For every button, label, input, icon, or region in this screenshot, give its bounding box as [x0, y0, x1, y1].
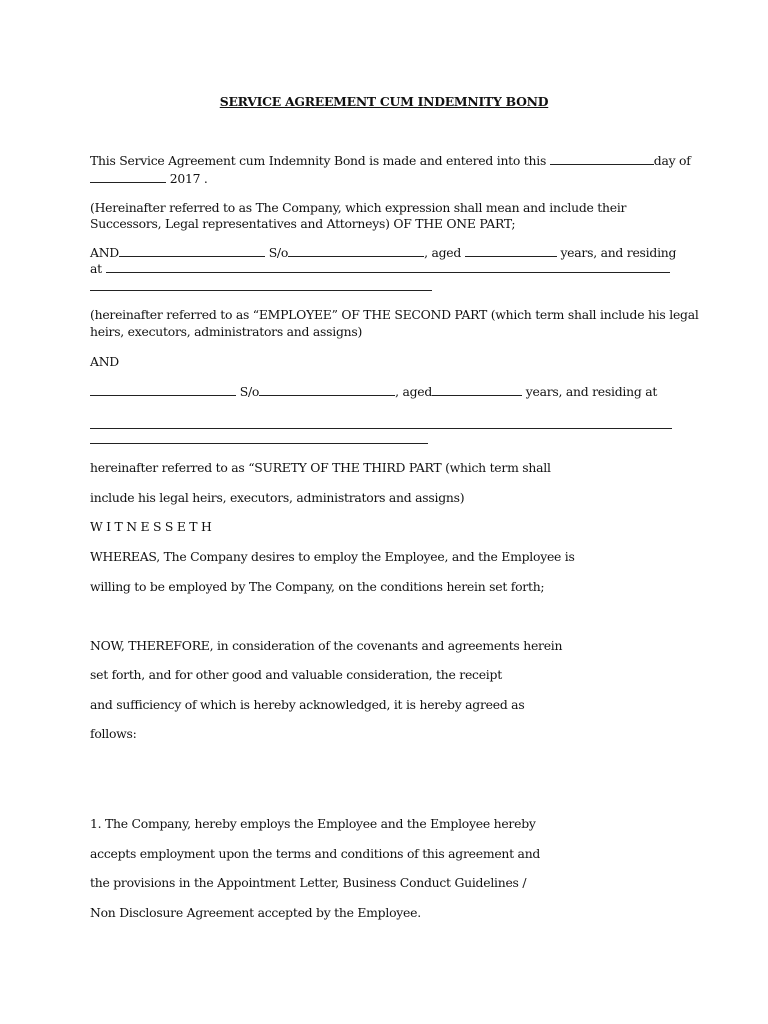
employee-def-line-1: (hereinafter referred to as “EMPLOYEE” OF THE SECOND PART (which term shall include his legal	[90, 307, 699, 322]
employee-father-blank[interactable]	[288, 246, 424, 257]
now-line-2: set forth, and for other good and valuable consideration, the receipt	[90, 667, 502, 682]
years-residing-label: years, and residing	[560, 245, 677, 260]
at-label: at	[90, 261, 102, 276]
surety-so-label: S/o	[239, 384, 260, 399]
clause1-line-2: accepts employment upon the terms and conditions of this agreement and	[90, 846, 541, 861]
surety-address-blank-1[interactable]	[90, 428, 672, 429]
company-line-2: Successors, Legal representatives and Attorneys) OF THE ONE PART;	[90, 216, 516, 231]
aged-label: , aged	[424, 245, 462, 260]
surety-def-line-1: hereinafter referred to as “SURETY OF THE THIRD PART (which term shall	[90, 460, 551, 475]
and-separator: AND	[90, 354, 119, 369]
company-line-1: (Hereinafter referred to as The Company, which expression shall mean and include their	[90, 200, 627, 215]
employee-address-blank-2[interactable]	[90, 290, 432, 291]
intro-line-1	[90, 153, 691, 169]
now-line-4: follows:	[90, 726, 137, 741]
whereas-line-1: WHEREAS, The Company desires to employ the Employee, and the Employee is	[90, 549, 575, 564]
employee-age-blank[interactable]	[465, 246, 557, 257]
clause1-line-4: Non Disclosure Agreement accepted by the Employee.	[90, 905, 421, 920]
month-blank[interactable]	[90, 172, 166, 183]
and-label: AND	[90, 245, 119, 260]
surety-line	[90, 384, 657, 400]
document-title: SERVICE AGREEMENT CUM INDEMNITY BOND	[219, 94, 549, 109]
surety-years-label: years, and residing at	[525, 384, 658, 399]
year-text: 2017 .	[169, 171, 208, 186]
surety-def-line-2: include his legal heirs, executors, administrators and assigns)	[90, 490, 465, 505]
clause1-line-3: the provisions in the Appointment Letter, Business Conduct Guidelines /	[90, 875, 527, 890]
now-line-3: and sufficiency of which is hereby acknowledged, it is hereby agreed as	[90, 697, 525, 712]
whereas-line-2: willing to be employed by The Company, on the conditions herein set forth;	[90, 579, 545, 594]
surety-address-blank-2[interactable]	[90, 443, 428, 444]
surety-age-blank[interactable]	[432, 385, 522, 396]
intro-text: This Service Agreement cum Indemnity Bond is made and entered into this	[90, 153, 547, 168]
employee-name-blank[interactable]	[119, 246, 265, 257]
employee-address-blank[interactable]	[106, 262, 670, 273]
employee-address-line	[90, 261, 670, 277]
intro-line-2	[90, 171, 208, 187]
surety-name-blank[interactable]	[90, 385, 236, 396]
day-of-text: day of	[653, 153, 691, 168]
now-line-1: NOW, THEREFORE, in consideration of the covenants and agreements herein	[90, 638, 563, 653]
so-label: S/o	[268, 245, 289, 260]
date-blank[interactable]	[550, 154, 654, 165]
surety-father-blank[interactable]	[259, 385, 395, 396]
clause1-line-1: 1. The Company, hereby employs the Employee and the Employee hereby	[90, 816, 536, 831]
witnesseth-heading: W I T N E S S E T H	[90, 519, 212, 534]
surety-aged-label: , aged	[395, 384, 433, 399]
employee-def-line-2: heirs, executors, administrators and assigns)	[90, 324, 363, 339]
employee-line	[90, 245, 676, 261]
